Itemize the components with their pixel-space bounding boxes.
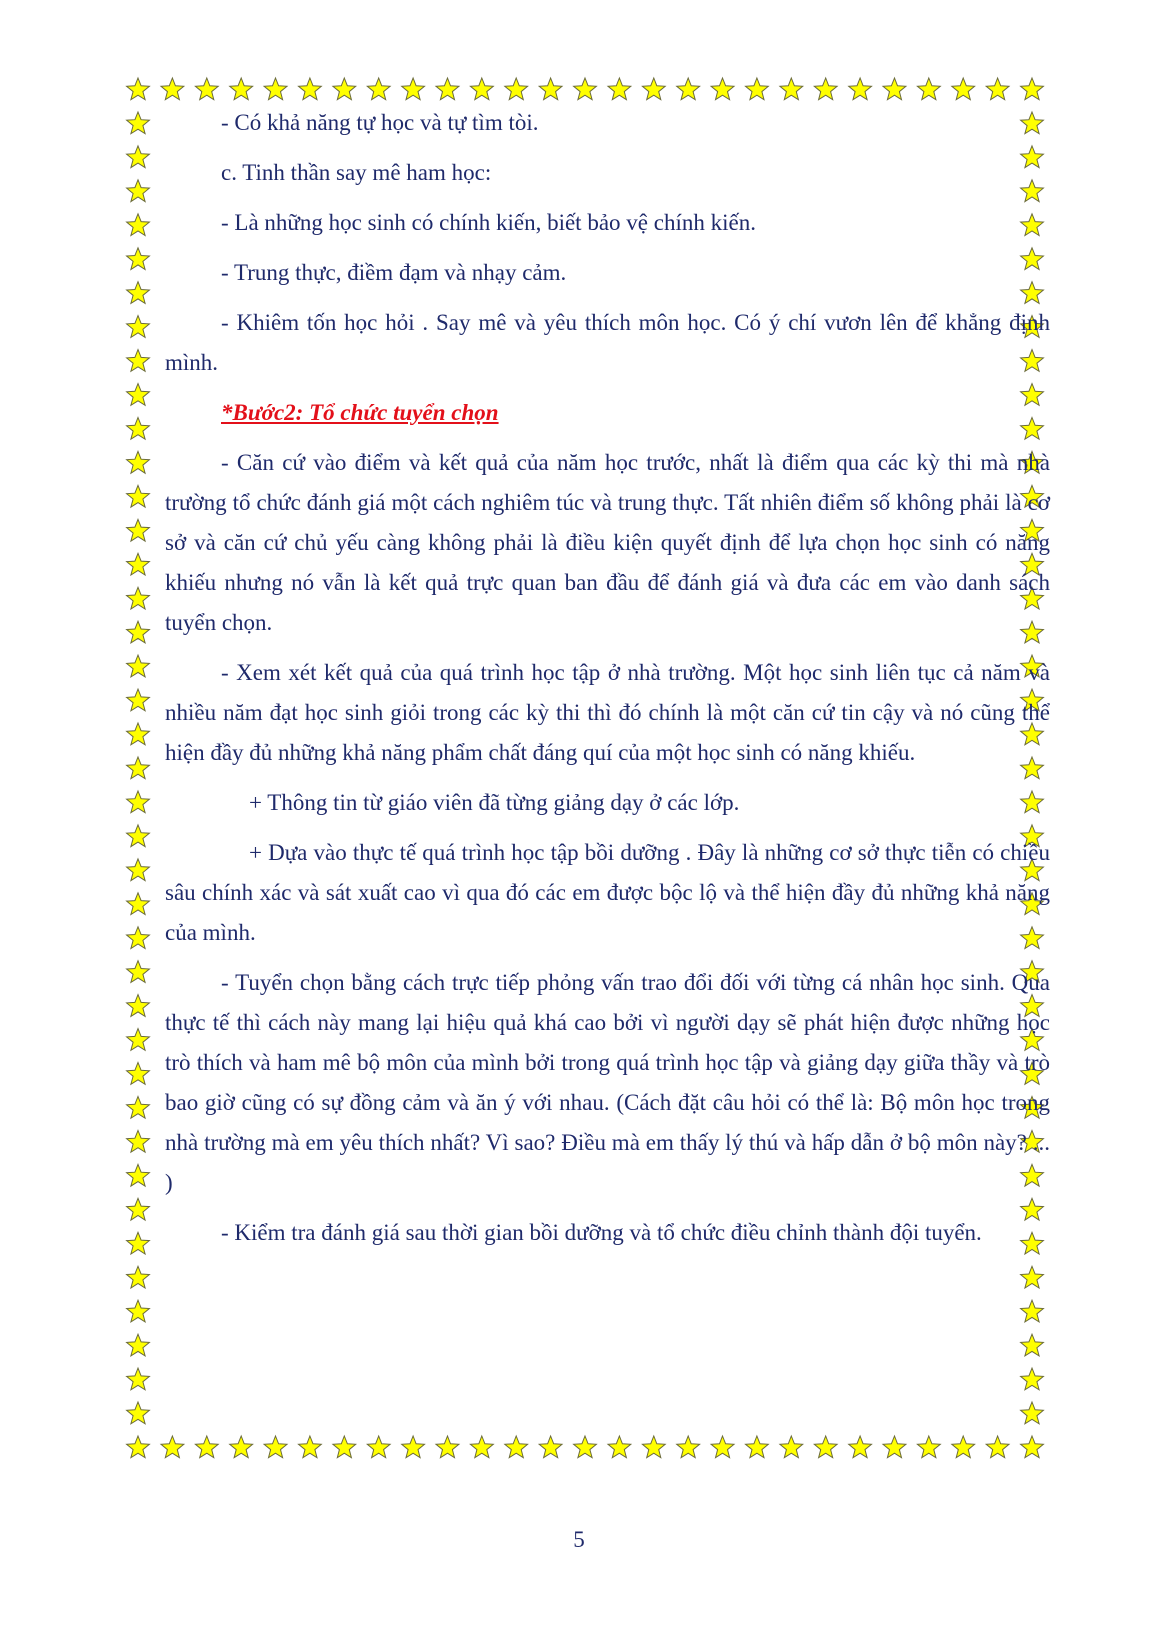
star-icon — [677, 78, 700, 100]
star-icon — [127, 1436, 150, 1458]
star-icon — [127, 519, 150, 541]
star-icon — [127, 587, 150, 609]
star-icon — [195, 78, 218, 100]
star-icon — [1021, 1436, 1044, 1458]
star-icon — [127, 1198, 150, 1220]
star-icon — [230, 1436, 253, 1458]
star-icon — [264, 1436, 287, 1458]
paragraph-honesty: - Trung thực, điềm đạm và nhạy cảm. — [221, 260, 567, 285]
star-icon — [780, 1436, 803, 1458]
star-icon — [127, 316, 150, 338]
star-icon — [1021, 1266, 1044, 1288]
star-icon — [952, 78, 975, 100]
star-icon — [1021, 1368, 1044, 1390]
star-icon — [505, 78, 528, 100]
paragraph-teacher-info: + Thông tin từ giáo viên đã từng giảng dạy ở các lớp. — [249, 790, 740, 815]
star-icon — [402, 1436, 425, 1458]
subheading-passion: c. Tinh thần say mê ham học: — [221, 160, 492, 185]
star-icon — [127, 350, 150, 372]
star-icon — [127, 1368, 150, 1390]
paragraph-practice: + Dựa vào thực tế quá trình học tập bồi dưỡng . Đây là những cơ sở thực tiễn có chiều sâu chính xác và sát xuất cao vì qua đó các em được bộc lộ và thể hiện đầy đủ những khả năng của mình. — [165, 840, 1050, 945]
star-icon — [127, 927, 150, 949]
star-icon — [746, 1436, 769, 1458]
star-icon — [127, 384, 150, 406]
star-icon — [264, 78, 287, 100]
star-icon — [333, 1436, 356, 1458]
star-icon — [883, 1436, 906, 1458]
star-icon — [161, 78, 184, 100]
star-icon — [367, 78, 390, 100]
star-icon — [642, 1436, 665, 1458]
star-icon — [608, 78, 631, 100]
section-heading-step2 — [165, 393, 1050, 433]
star-icon — [127, 689, 150, 711]
star-icon — [917, 78, 940, 100]
star-icon — [127, 961, 150, 983]
page-number: 5 — [573, 1527, 585, 1552]
star-icon — [849, 1436, 872, 1458]
star-icon — [127, 1029, 150, 1051]
paragraph-opinion: - Là những học sinh có chính kiến, biết bảo vệ chính kiến. — [221, 210, 756, 235]
star-icon — [883, 78, 906, 100]
star-icon — [367, 1436, 390, 1458]
star-icon — [127, 1063, 150, 1085]
star-icon — [986, 78, 1009, 100]
star-icon — [127, 1300, 150, 1322]
paragraph-learning-results: - Xem xét kết quả của quá trình học tập ở nhà trường. Một học sinh liên tục cả năm và nhiều năm đạt học sinh giỏi trong các kỳ thi thì đó chính là một căn cứ tin cậy và nó cũng thể hiện đầy đủ những khả năng phẩm chất đáng quí của một học sinh có năng khiếu. — [165, 660, 1050, 765]
star-icon — [1021, 1402, 1044, 1424]
star-icon — [127, 485, 150, 507]
star-icon — [814, 1436, 837, 1458]
star-icon — [711, 78, 734, 100]
star-icon — [127, 1402, 150, 1424]
star-icon — [711, 1436, 734, 1458]
paragraph-modesty: - Khiêm tốn học hỏi . Say mê và yêu thích môn học. Có ý chí vươn lên để khẳng định mình. — [165, 310, 1050, 375]
star-icon — [608, 1436, 631, 1458]
paragraph-evaluation: - Kiểm tra đánh giá sau thời gian bồi dưỡng và tổ chức điều chỉnh thành đội tuyển. — [221, 1220, 982, 1245]
star-icon — [127, 1164, 150, 1186]
star-icon — [746, 78, 769, 100]
star-icon — [1021, 1334, 1044, 1356]
star-icon — [574, 1436, 597, 1458]
star-icon — [127, 1232, 150, 1254]
star-icon — [539, 1436, 562, 1458]
star-icon — [333, 78, 356, 100]
paragraph-self-study: - Có khả năng tự học và tự tìm tòi. — [221, 110, 539, 135]
star-icon — [127, 893, 150, 915]
star-icon — [127, 1097, 150, 1119]
star-icon — [436, 1436, 459, 1458]
star-icon — [986, 1436, 1009, 1458]
star-icon — [127, 112, 150, 134]
star-icon — [814, 78, 837, 100]
star-icon — [127, 553, 150, 575]
star-icon — [780, 78, 803, 100]
star-icon — [127, 146, 150, 168]
star-icon — [677, 1436, 700, 1458]
star-icon — [127, 180, 150, 202]
star-icon — [195, 1436, 218, 1458]
star-icon — [505, 1436, 528, 1458]
paragraph-interview: - Tuyển chọn bằng cách trực tiếp phỏng vấn trao đổi đối với từng cá nhân học sinh. Qua thực tế thì cách này mang lại hiệu quả khá cao bởi vì người dạy sẽ phát hiện được những học trò thích và ham mê bộ môn của mình bởi trong quá trình học tập và giảng dạy giữa thầy và trò bao giờ cũng có sự đồng cảm và ăn ý với nhau. (Cách đặt câu hỏi có thể là: Bộ môn học trong nhà trường mà em yêu thích nhất? Vì sao? Điều mà em thấy lý thú và hấp dẫn ở bộ môn này? ... ) — [165, 970, 1050, 1195]
star-icon — [952, 1436, 975, 1458]
star-icon — [849, 78, 872, 100]
star-icon — [161, 1436, 184, 1458]
star-icon — [127, 418, 150, 440]
star-icon — [470, 78, 493, 100]
star-icon — [127, 1334, 150, 1356]
star-icon — [299, 1436, 322, 1458]
document-body — [165, 103, 1050, 1263]
section-heading-text: *Bước2: Tổ chức tuyển chọn — [221, 400, 499, 425]
star-icon — [917, 1436, 940, 1458]
star-icon — [402, 78, 425, 100]
star-icon — [539, 78, 562, 100]
star-icon — [127, 282, 150, 304]
star-icon — [230, 78, 253, 100]
star-icon — [127, 655, 150, 677]
star-icon — [642, 78, 665, 100]
star-icon — [470, 1436, 493, 1458]
star-icon — [127, 995, 150, 1017]
star-icon — [127, 621, 150, 643]
star-icon — [299, 78, 322, 100]
star-icon — [1021, 1300, 1044, 1322]
paragraph-scores: - Căn cứ vào điểm và kết quả của năm học trước, nhất là điểm qua các kỳ thi mà nhà trường tổ chức đánh giá một cách nghiêm túc và trung thực. Tất nhiên điểm số không phải là cơ sở và căn cứ chủ yếu càng không phải là điều kiện quyết định để lựa chọn học sinh có năng khiếu nhưng nó vẫn là kết quả trực quan ban đầu để đánh giá và đưa các em vào danh sách tuyển chọn. — [165, 450, 1050, 635]
star-icon — [127, 791, 150, 813]
star-icon — [127, 214, 150, 236]
star-icon — [574, 78, 597, 100]
star-icon — [127, 859, 150, 881]
star-icon — [436, 78, 459, 100]
star-icon — [127, 723, 150, 745]
star-icon — [127, 451, 150, 473]
star-icon — [127, 825, 150, 847]
star-icon — [127, 1266, 150, 1288]
star-icon — [1021, 78, 1044, 100]
star-icon — [127, 1131, 150, 1153]
star-icon — [127, 78, 150, 100]
star-icon — [127, 248, 150, 270]
star-icon — [127, 757, 150, 779]
